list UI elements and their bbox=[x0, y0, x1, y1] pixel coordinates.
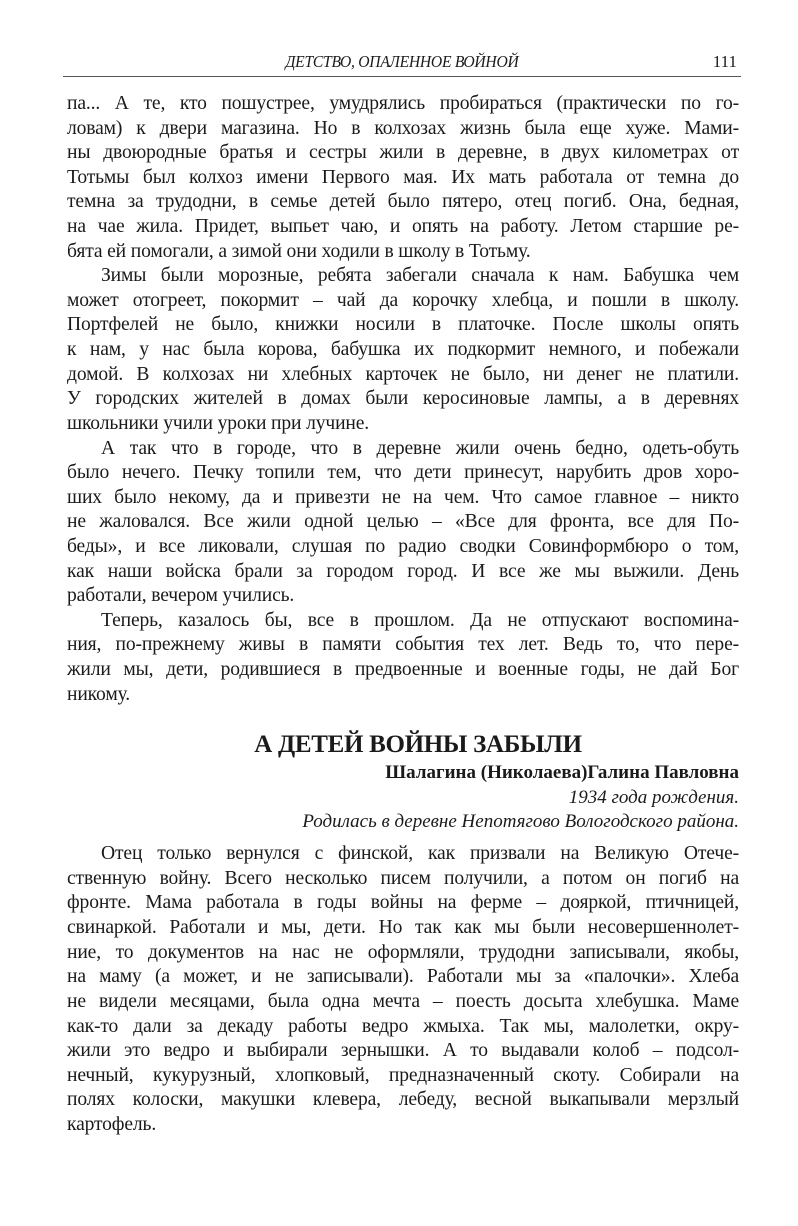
text-line: может отогреет, покормит – чай да корочку хлебца, и пошли в школу. bbox=[67, 289, 739, 311]
paragraph bbox=[67, 92, 739, 264]
text-line: па... А те, кто пошустрее, умудрялись пробираться (практически по го- bbox=[67, 93, 739, 114]
text-line: на чае жила. Придет, выпьет чаю, и опять на работу. Летом старшие ре- bbox=[67, 216, 739, 238]
text-line: ны двоюродные братья и сестры жили в деревне, в двух километрах от bbox=[67, 142, 739, 164]
text-line: темна за трудодни, в семье детей было пятеро, отец погиб. Она, бедная, bbox=[67, 191, 739, 213]
text-line: У городских жителей в домах были керосиновые лампы, а в деревнях bbox=[67, 388, 739, 410]
text-line: нечный, кукурузный, хлопковый, предназначенный скоту. Собирали на bbox=[67, 1064, 739, 1086]
text-line: жили мы, дети, родившиеся в предвоенные и военные годы, не дай Бог bbox=[67, 659, 739, 681]
text-line: домой. В колхозах ни хлебных карточек не было, ни денег не платили. bbox=[67, 363, 739, 385]
running-title: ДЕТСТВО, ОПАЛЕННОЕ ВОЙНОЙ bbox=[285, 52, 519, 71]
page-body bbox=[67, 92, 739, 1138]
text-line: Тотьмы был колхоз имени Первого мая. Их мать работала от темна до bbox=[67, 166, 739, 188]
text-line: беды», и все ликовали, слушая по радио сводки Совинформбюро о том, bbox=[67, 535, 739, 557]
text-line: фронте. Мама работала в годы войны на ферме – дояркой, птичницей, bbox=[67, 892, 739, 914]
text-line: Отец только вернулся с финской, как призвали на Великую Отече- bbox=[101, 843, 739, 865]
birth-year: 1934 года рождения. bbox=[568, 787, 739, 809]
text-line: ния, по-прежнему живы в памяти события тех лет. Ведь то, что пере- bbox=[67, 634, 739, 656]
text-line: на маму (а может, и не записывали). Работали мы за «палочки». Хлеба bbox=[67, 966, 739, 988]
paragraph bbox=[67, 264, 739, 436]
top-text-block bbox=[67, 92, 739, 707]
page-number: 111 bbox=[712, 52, 737, 71]
text-line: было нечего. Печку топили тем, что дети принесут, нарубить дров хоро- bbox=[67, 462, 739, 484]
text-line: картофель. bbox=[67, 1113, 157, 1135]
text-line: как-то дали за декаду работы ведро жмыха. Так мы, малолетки, окру- bbox=[67, 1015, 739, 1037]
text-line: бята ей помогали, а зимой они ходили в школу в Тотьму. bbox=[67, 240, 531, 262]
text-line: школьники учили уроки при лучине. bbox=[67, 412, 370, 434]
text-line: А так что в городе, что в деревне жили очень бедно, одеть-обуть bbox=[101, 437, 739, 459]
text-line: свинаркой. Работали и мы, дети. Но так как мы были несовершеннолет- bbox=[67, 917, 739, 939]
text-line: жили это ведро и выбирали зернышки. А то выдавали колоб – подсол- bbox=[67, 1040, 739, 1062]
text-line: Теперь, казалось бы, все в прошлом. Да не отпускают воспомина- bbox=[101, 609, 739, 631]
text-line: как наши войска брали за городом город. И все же мы выжили. День bbox=[67, 560, 739, 582]
text-line: ловам) к двери магазина. Но в колхозах жизнь была еще хуже. Мами- bbox=[67, 117, 739, 139]
running-header bbox=[63, 52, 741, 77]
author-name: Шалагина (Николаева)Галина Павловна bbox=[385, 762, 739, 784]
paragraph bbox=[67, 842, 739, 1137]
text-line: не жаловался. Все жили одной целью – «Все для фронта, все для По- bbox=[67, 511, 739, 533]
section-title: А ДЕТЕЙ ВОЙНЫ ЗАБЫЛИ bbox=[254, 731, 582, 759]
text-line: Зимы были морозные, ребята забегали сначала к нам. Бабушка чем bbox=[101, 265, 739, 287]
text-line: Портфелей не было, книжки носили в платочке. После школы опять bbox=[67, 314, 739, 336]
bottom-text-block bbox=[67, 842, 739, 1137]
text-line: не видели месяцами, была одна мечта – поесть досыта хлебушка. Маме bbox=[67, 990, 739, 1012]
paragraph bbox=[67, 437, 739, 609]
text-line: к нам, у нас была корова, бабушка их подкормит немного, и побежали bbox=[67, 339, 739, 361]
birthplace: Родилась в деревне Непотягово Вологодского района. bbox=[302, 811, 739, 833]
text-line: ственную войну. Всего несколько писем получили, а потом он погиб на bbox=[67, 867, 739, 889]
paragraph bbox=[67, 609, 739, 707]
text-line: ние, то документов на нас не оформляли, трудодни записывали, якобы, bbox=[67, 941, 739, 963]
text-line: полях колоски, макушки клевера, лебеду, весной выкапывали мерзлый bbox=[67, 1089, 739, 1111]
text-line: ших было некому, да и привезти не на чем. Что самое главное – никто bbox=[67, 486, 739, 508]
text-line: работали, вечером учились. bbox=[67, 585, 295, 607]
text-line: никому. bbox=[67, 683, 131, 705]
